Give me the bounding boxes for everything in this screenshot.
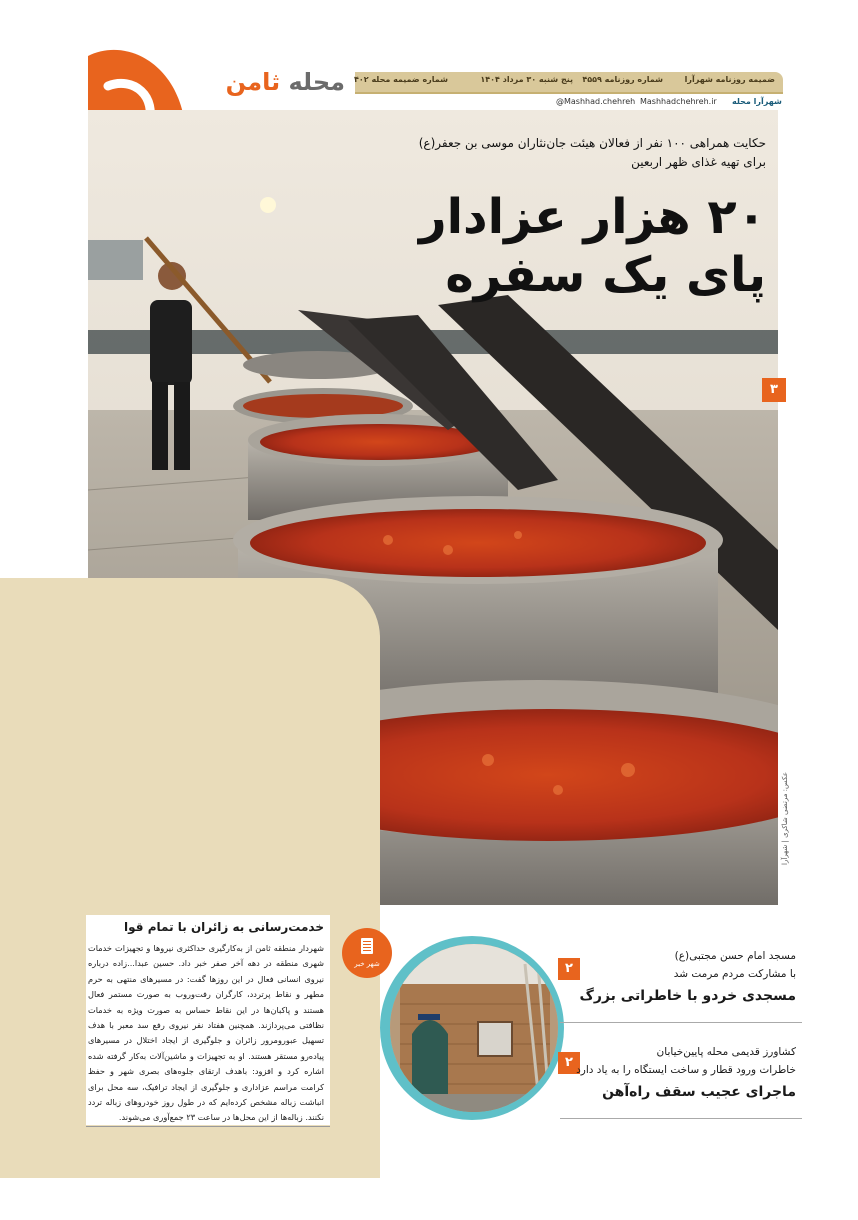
- news-section-label: شهر خبر: [354, 960, 380, 968]
- photo-credit-text: عکس: مرتضی شاکری | شهرآرا: [781, 772, 789, 865]
- teaser-2-line-1: کشاورز قدیمی محله پایین‌خیابان: [656, 1046, 796, 1058]
- issue-info-bar: [355, 72, 783, 92]
- magazine-title: [205, 68, 345, 96]
- teaser-1-headline[interactable]: مسجدی خردو با خاطراتی بزرگ: [579, 988, 796, 1004]
- kicker-line-2: برای تهیه غذای ظهر اربعین: [631, 155, 766, 169]
- header-divider: [355, 92, 783, 94]
- photo-credit: [780, 772, 792, 905]
- issue-date: پنج شنبه ۳۰ مرداد ۱۴۰۴: [480, 75, 573, 84]
- news-title: خدمت‌رسانی به زائران با تمام قوا: [124, 920, 324, 934]
- document-icon: [361, 938, 373, 954]
- cover-headline[interactable]: [346, 188, 766, 304]
- teaser-2-headline[interactable]: ماجرای عجیب سقف راه‌آهن: [602, 1084, 796, 1100]
- magazine-prefix: محله: [288, 68, 345, 96]
- teaser-divider-2: [560, 1118, 802, 1119]
- kicker-line-1: حکایت همراهی ۱۰۰ نفر از فعالان هیئت جان‌نثاران موسی بن جعفر(ع): [418, 136, 766, 150]
- brand-mark: شهرآرا محله: [732, 97, 782, 106]
- teaser-2-line-2: خاطرات ورود قطار و ساخت ایستگاه را به یاد دارد: [576, 1064, 796, 1076]
- social-handle[interactable]: @Mashhad.chehreh: [556, 97, 636, 106]
- teaser-1-page-badge[interactable]: ۲: [558, 958, 580, 980]
- news-divider: [86, 1126, 330, 1127]
- teaser-divider-1: [560, 1022, 802, 1023]
- cover-kicker: [406, 134, 766, 172]
- supplement-issue: شماره ضمیمه محله ۴۰۲: [354, 75, 448, 84]
- cover-page-badge[interactable]: ۳: [762, 378, 786, 402]
- news-section-badge: [342, 928, 392, 978]
- teaser-1-line-2: با مشارکت مردم مرمت شد: [673, 968, 796, 980]
- supplement-label: ضمیمه روزنامه شهرآرا: [684, 75, 775, 84]
- news-box[interactable]: [86, 915, 330, 1125]
- teaser-2-page-badge[interactable]: ۲: [558, 1052, 580, 1074]
- headline-line-2: پای یک سفره: [445, 247, 766, 303]
- news-body: شهردار منطقه ثامن از به‌کارگیری حداکثری نیروها و تجهیزات خدمات شهری منطقه در دهه آخر صفر خبر داد. حسین عبدا...زاده درباره نیروی انسانی فعال در این روزها گفت: در مسیرهای منتهی به حرم مطهر و نقاط پرتردد، کارگران رفت‌وروب به صورت مستمر فعال هستند و پاکبان‌ها در این نقاط حساس به صورت ویژه به خدمات نظافتی می‌پردازند. همچنین هفتاد نفر نیروی رفع سد معبر با هدف تسهیل عبورومرور زائران و جلوگیری از ایجاد اختلال در مسیرهای پیاده‌رو مستقر هستند. او به تجهیزات و ماشین‌آلات به‌کار گرفته شده اشاره کرد و افزود: باهدف ارتقای جلوه‌های بصری شهر و حفظ کرامت مراسم عزاداری و جلوگیری از ایجاد ترافیک، سه محل برای انباشت زباله مشخص کرده‌ایم که در طول روز خودروهای زباله تردد نکنند. زباله‌ها از این محل‌ها در ساعت ۲۳ جمع‌آوری می‌شوند.: [88, 943, 324, 1123]
- website-link[interactable]: Mashhadchehreh.ir: [640, 97, 717, 106]
- teaser-1-line-1: مسجد امام حسن مجتبی(ع): [674, 950, 796, 962]
- teaser-photo[interactable]: [390, 944, 558, 1112]
- issue-number: شماره روزنامه ۴۵۵۹: [582, 75, 663, 84]
- magazine-name: ثامن: [225, 68, 281, 96]
- headline-line-1: ۲۰ هزار عزادار: [418, 189, 766, 245]
